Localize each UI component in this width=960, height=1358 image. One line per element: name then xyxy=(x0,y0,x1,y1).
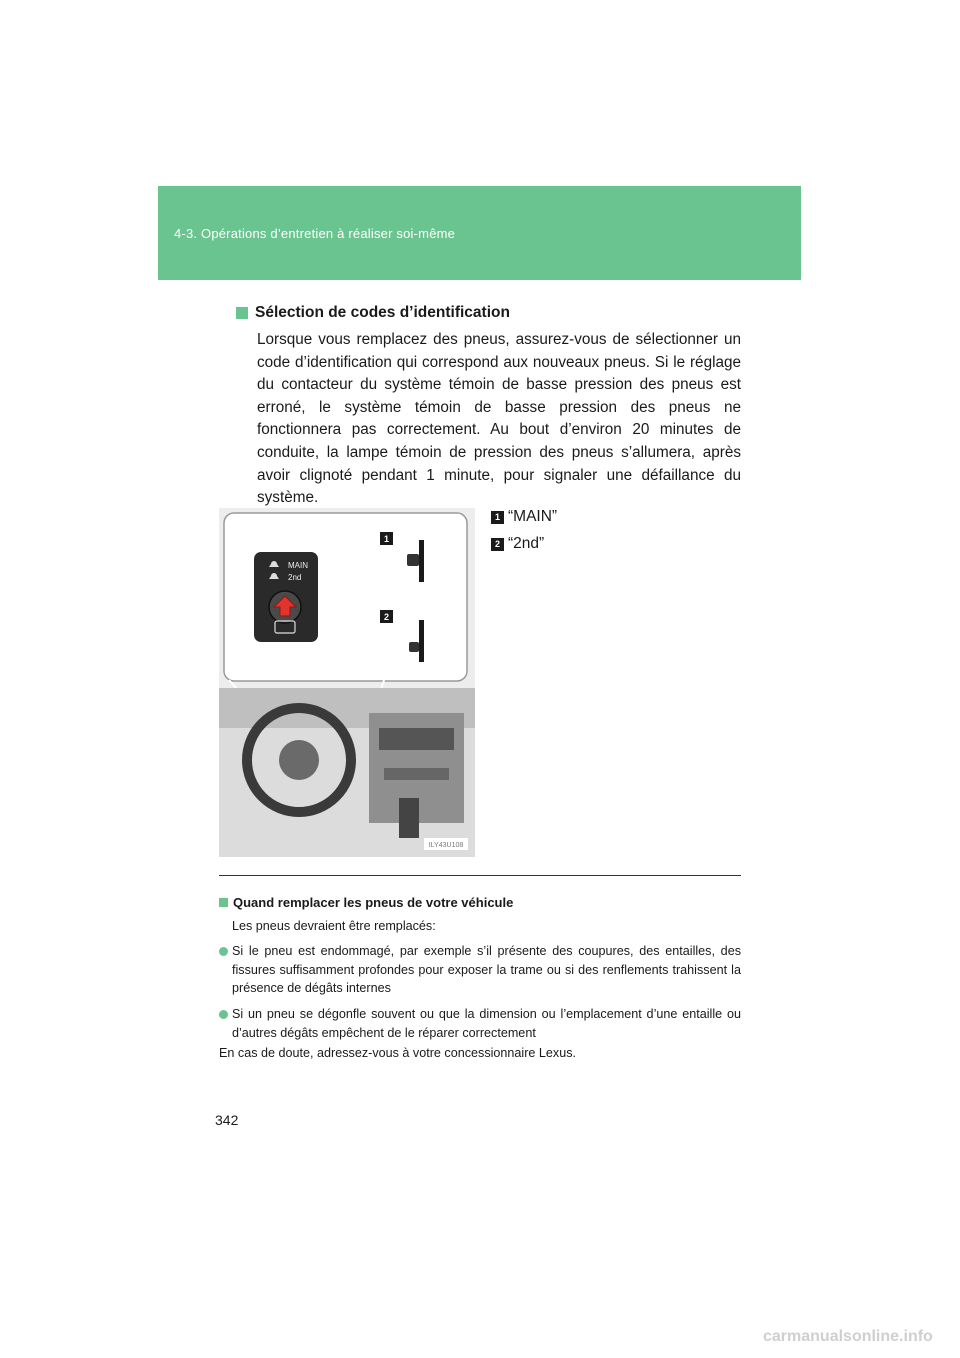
section-body: Lorsque vous remplacez des pneus, assurez-vous de sélectionner un code d’identification qui correspond aux nouveaux pneus. Si le réglage du contacteur du système témoin de basse pression des pneus est erroné, le système témoin de basse pression des pneus ne fonctionnera pas correctement. Au bout d’environ 20 minutes de conduite, la lampe témoin de pression des pneus s’allumera, après avoir clignoté pendant 1 minute, pour signaler une défaillance du système. xyxy=(257,331,741,507)
image-code: ILY43U108 xyxy=(428,842,464,849)
note-square-bullet-icon xyxy=(219,898,228,907)
legend-item-1 xyxy=(491,508,557,526)
note-list-item xyxy=(219,1005,741,1042)
section-title xyxy=(236,304,510,322)
note-item-text: Si un pneu se dégonfle souvent ou que la dimension ou l’emplacement d’une entaille ou d’autres dégâts empêchent de le réparer correctement xyxy=(232,1007,741,1040)
switch-side-main xyxy=(419,540,424,582)
note-list-item xyxy=(219,942,741,998)
climate-controls xyxy=(384,768,449,780)
radio-unit xyxy=(379,728,454,750)
bullet-dot-icon xyxy=(219,947,228,956)
bullet-dot-icon xyxy=(219,1010,228,1019)
legend-number-1: 1 xyxy=(491,511,504,524)
legend-number-2: 2 xyxy=(491,538,504,551)
section-title-text: Sélection de codes d’identification xyxy=(255,304,510,321)
page-number: 342 xyxy=(215,1112,239,1128)
switch-label-main: MAIN xyxy=(288,561,308,570)
switch-button-main xyxy=(407,554,419,566)
legend-label-2: “2nd” xyxy=(508,535,545,552)
callout-2: 2 xyxy=(383,612,390,622)
note-title-text: Quand remplacer les pneus de votre véhicule xyxy=(233,895,514,910)
divider xyxy=(219,875,741,876)
note-title xyxy=(219,895,513,910)
note-item-text: Si le pneu est endommagé, par exemple s’il présente des coupures, des entailles, des fissures suffisamment profondes pour exposer la trame ou si des renflements trahissent la présence de dégâts internes xyxy=(232,944,741,995)
square-bullet-icon xyxy=(236,307,248,319)
note-footer: En cas de doute, adressez-vous à votre concessionnaire Lexus. xyxy=(219,1046,577,1060)
dashboard-illustration xyxy=(219,508,475,857)
chapter-header-title: 4-3. Opérations d’entretien à réaliser soi-même xyxy=(174,226,456,241)
switch-button-2nd xyxy=(409,642,419,652)
note-intro: Les pneus devraient être remplacés: xyxy=(232,919,436,933)
gear-lever xyxy=(399,798,419,838)
callout-1: 1 xyxy=(383,534,390,544)
watermark: carmanualsonline.info xyxy=(763,1328,933,1345)
steering-hub xyxy=(279,740,319,780)
switch-figure xyxy=(219,508,475,857)
legend-label-1: “MAIN” xyxy=(508,508,558,525)
switch-label-2nd: 2nd xyxy=(288,573,302,582)
switch-side-2nd xyxy=(419,620,424,662)
legend-item-2 xyxy=(491,535,544,553)
